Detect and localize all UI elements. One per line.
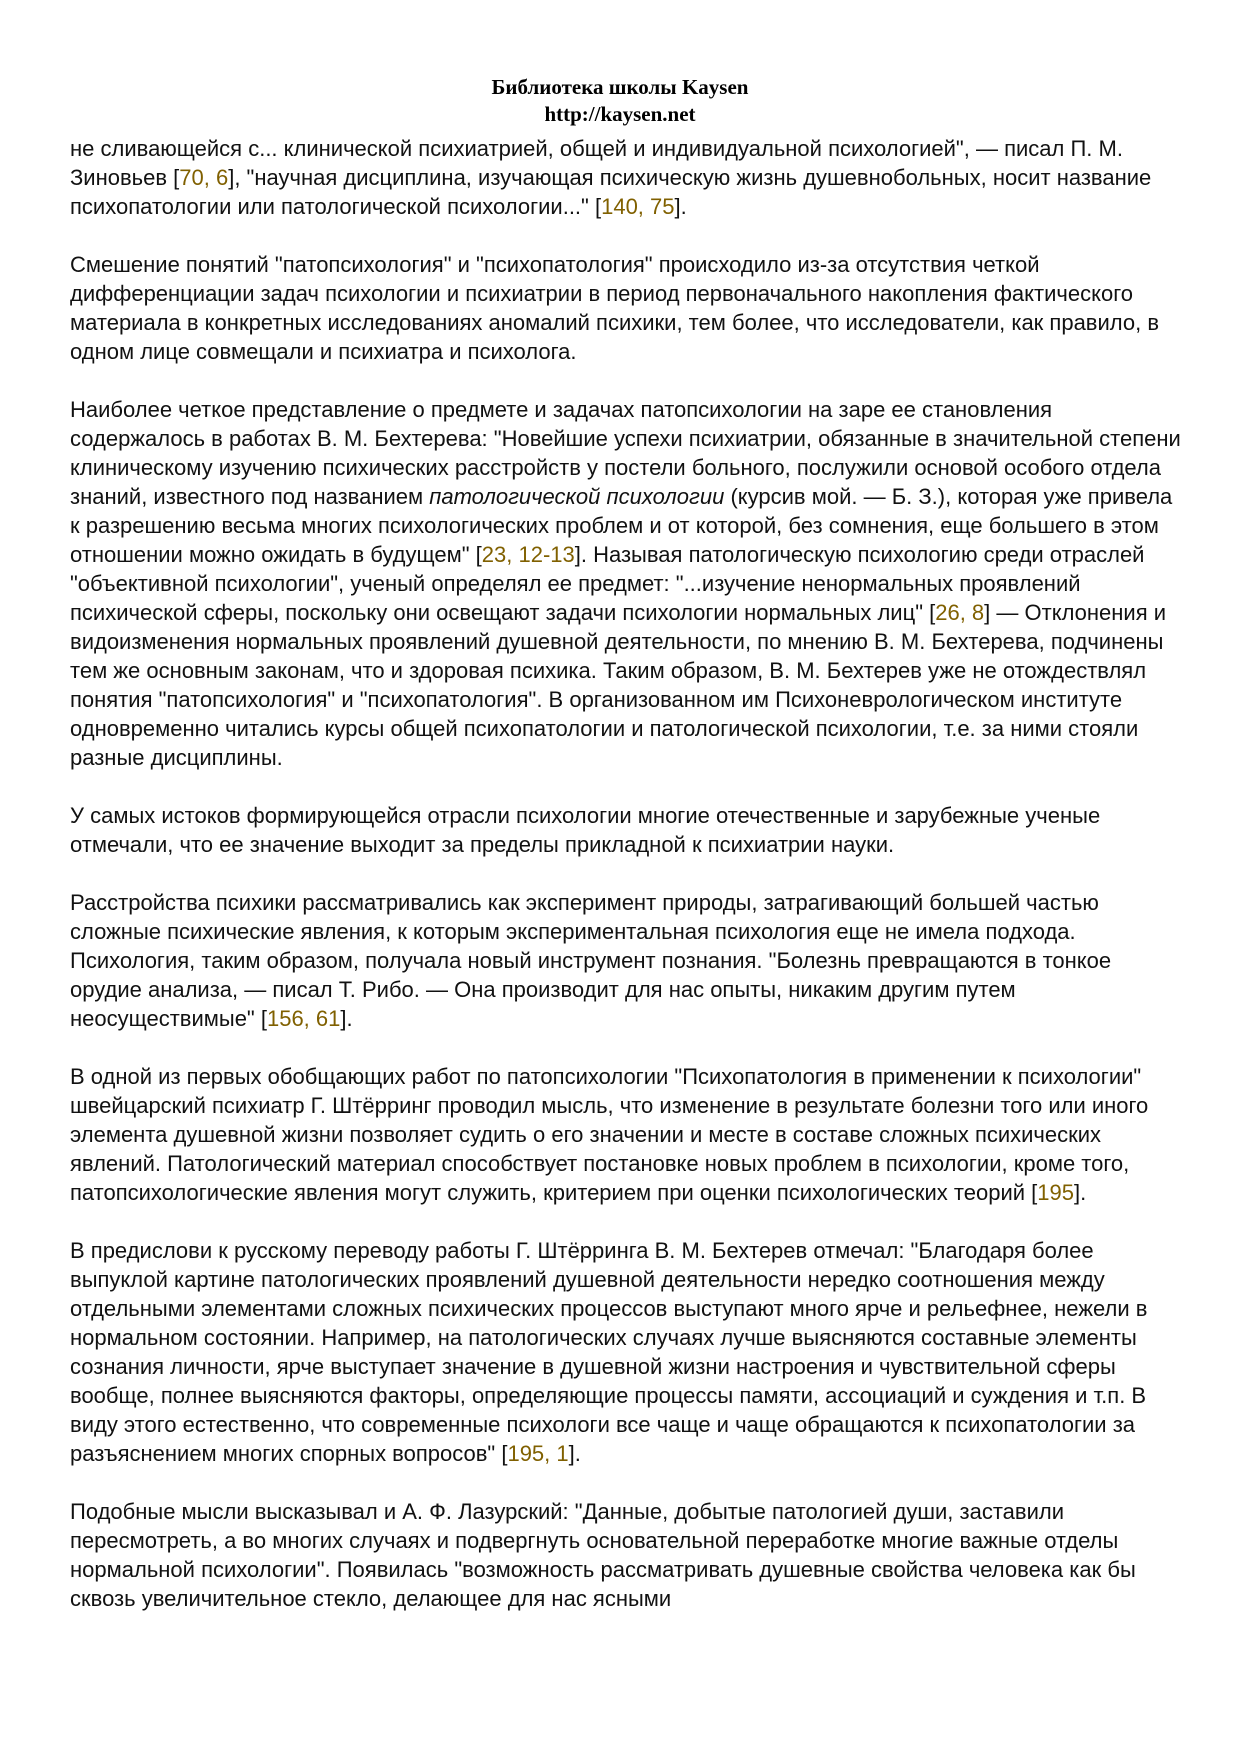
paragraph-1: не сливающейся с... клинической психиатрией, общей и индивидуальной психологией", — писал П. М. Зиновьев [70, 6], "научная дисциплина, изучающая психическую жизнь душевнобольных, носит название психопатологии или патологической психологии..." [140, 75].: [70, 136, 1152, 219]
reference-link[interactable]: 195: [1037, 1180, 1074, 1205]
reference-link[interactable]: 156, 61: [266, 1006, 341, 1031]
italic-term: патологической психологии: [429, 484, 725, 509]
reference-link[interactable]: 23, 12-13: [481, 542, 575, 567]
paragraph-5: Расстройства психики рассматривались как эксперимент природы, затрагивающий большей частью сложные психические явления, к которым экспериментальная психология еще не имела подхода. Психология, таким образом, получала новый инструмент познания. "Болезнь превращаются в тонкое орудие анализа, — писал Т. Рибо. — Она производит для нас опыты, никаким другим путем неосуществимые" [156, 61].: [70, 890, 1112, 1031]
reference-link[interactable]: 26, 8: [935, 600, 985, 625]
reference-link[interactable]: 195, 1: [507, 1441, 569, 1466]
reference-link[interactable]: 70, 6: [179, 165, 229, 190]
library-title: Библиотека школы Kaysen: [491, 75, 749, 99]
reference-link[interactable]: 140, 75: [601, 194, 675, 219]
library-url[interactable]: http://kaysen.net: [544, 102, 696, 126]
paragraph-4: У самых истоков формирующейся отрасли психологии многие отечественные и зарубежные ученые отмечали, что ее значение выходит за пределы прикладной к психиатрии науки.: [70, 803, 1101, 857]
document-body: [70, 134, 1185, 1642]
paragraph-8: Подобные мысли высказывал и А. Ф. Лазурский: "Данные, добытые патологией души, заставили пересмотреть, а во многих случаях и подвергнуть основательной переработке многие важные отделы нормальной психологии". Появилась "возможность рассматривать душевные свойства человека как бы сквозь увеличительное стекло, делающее для нас ясными: [70, 1499, 1136, 1611]
paragraph-7: В предислови к русскому переводу работы Г. Штёрринга В. М. Бехтерев отмечал: "Благодаря более выпуклой картине патологических проявлений душевной деятельности нередко соотношения между отдельными элементами сложных психических процессов выступают много ярче и рельефнее, нежели в нормальном состоянии. Например, на патологических случаях лучше выясняются составные элементы сознания личности, ярче выступает значение в душевной жизни настроения и чувствительной сферы вообще, полнее выясняются факторы, определяющие процессы памяти, ассоциаций и суждения и т.п. В виду этого естественно, что современные психологи все чаще и чаще обращаются к психопатологии за разъяснением многих спорных вопросов" [195, 1].: [70, 1238, 1148, 1466]
paragraph-6: В одной из первых обобщающих работ по патопсихологии "Психопатология в применении к психологии" швейцарский психиатр Г. Штёрринг проводил мысль, что изменение в результате болезни того или иного элемента душевной жизни позволяет судить о его значении и месте в составе сложных психических явлений. Патологический материал способствует постановке новых проблем в психологии, кроме того, патопсихологические явления могут служить, критерием при оценки психологических теорий [195].: [70, 1064, 1149, 1205]
paragraph-2: Смешение понятий "патопсихология" и "психопатология" происходило из-за отсутствия четкой дифференциации задач психологии и психиатрии в период первоначального накопления фактического материала в конкретных исследованиях аномалий психики, тем более, что исследователи, как правило, в одном лице совмещали и психиатра и психолога.: [70, 252, 1160, 364]
page-header: [0, 74, 1240, 128]
paragraph-3: Наиболее четкое представление о предмете и задачах патопсихологии на заре ее становления содержалось в работах В. М. Бехтерева: "Новейшие успехи психиатрии, обязанные в значительной степени клиническому изучению психических расстройств у постели больного, послужили основой особого отдела знаний, известного под названием патологической психологии (курсив мой. — Б. З.), которая уже привела к разрешению весьма многих психологических проблем и от которой, без сомнения, еще большего в этом отношении можно ожидать в будущем" [23, 12-13]. Называя патологическую психологию среди отраслей "объективной психологии", ученый определял ее предмет: "...изучение ненормальных проявлений психической сферы, поскольку они освещают задачи психологии нормальных лиц" [26, 8] — Отклонения и видоизменения нормальных проявлений душевной деятельности, по мнению В. М. Бехтерева, подчинены тем же основным законам, что и здоровая психика. Таким образом, В. М. Бехтерев уже не отождествлял понятия "патопсихология" и "психопатология". В организованном им Психоневрологическом институте одновременно читались курсы общей психопатологии и патологической психологии, т.е. за ними стояли разные дисциплины.: [70, 397, 1181, 770]
